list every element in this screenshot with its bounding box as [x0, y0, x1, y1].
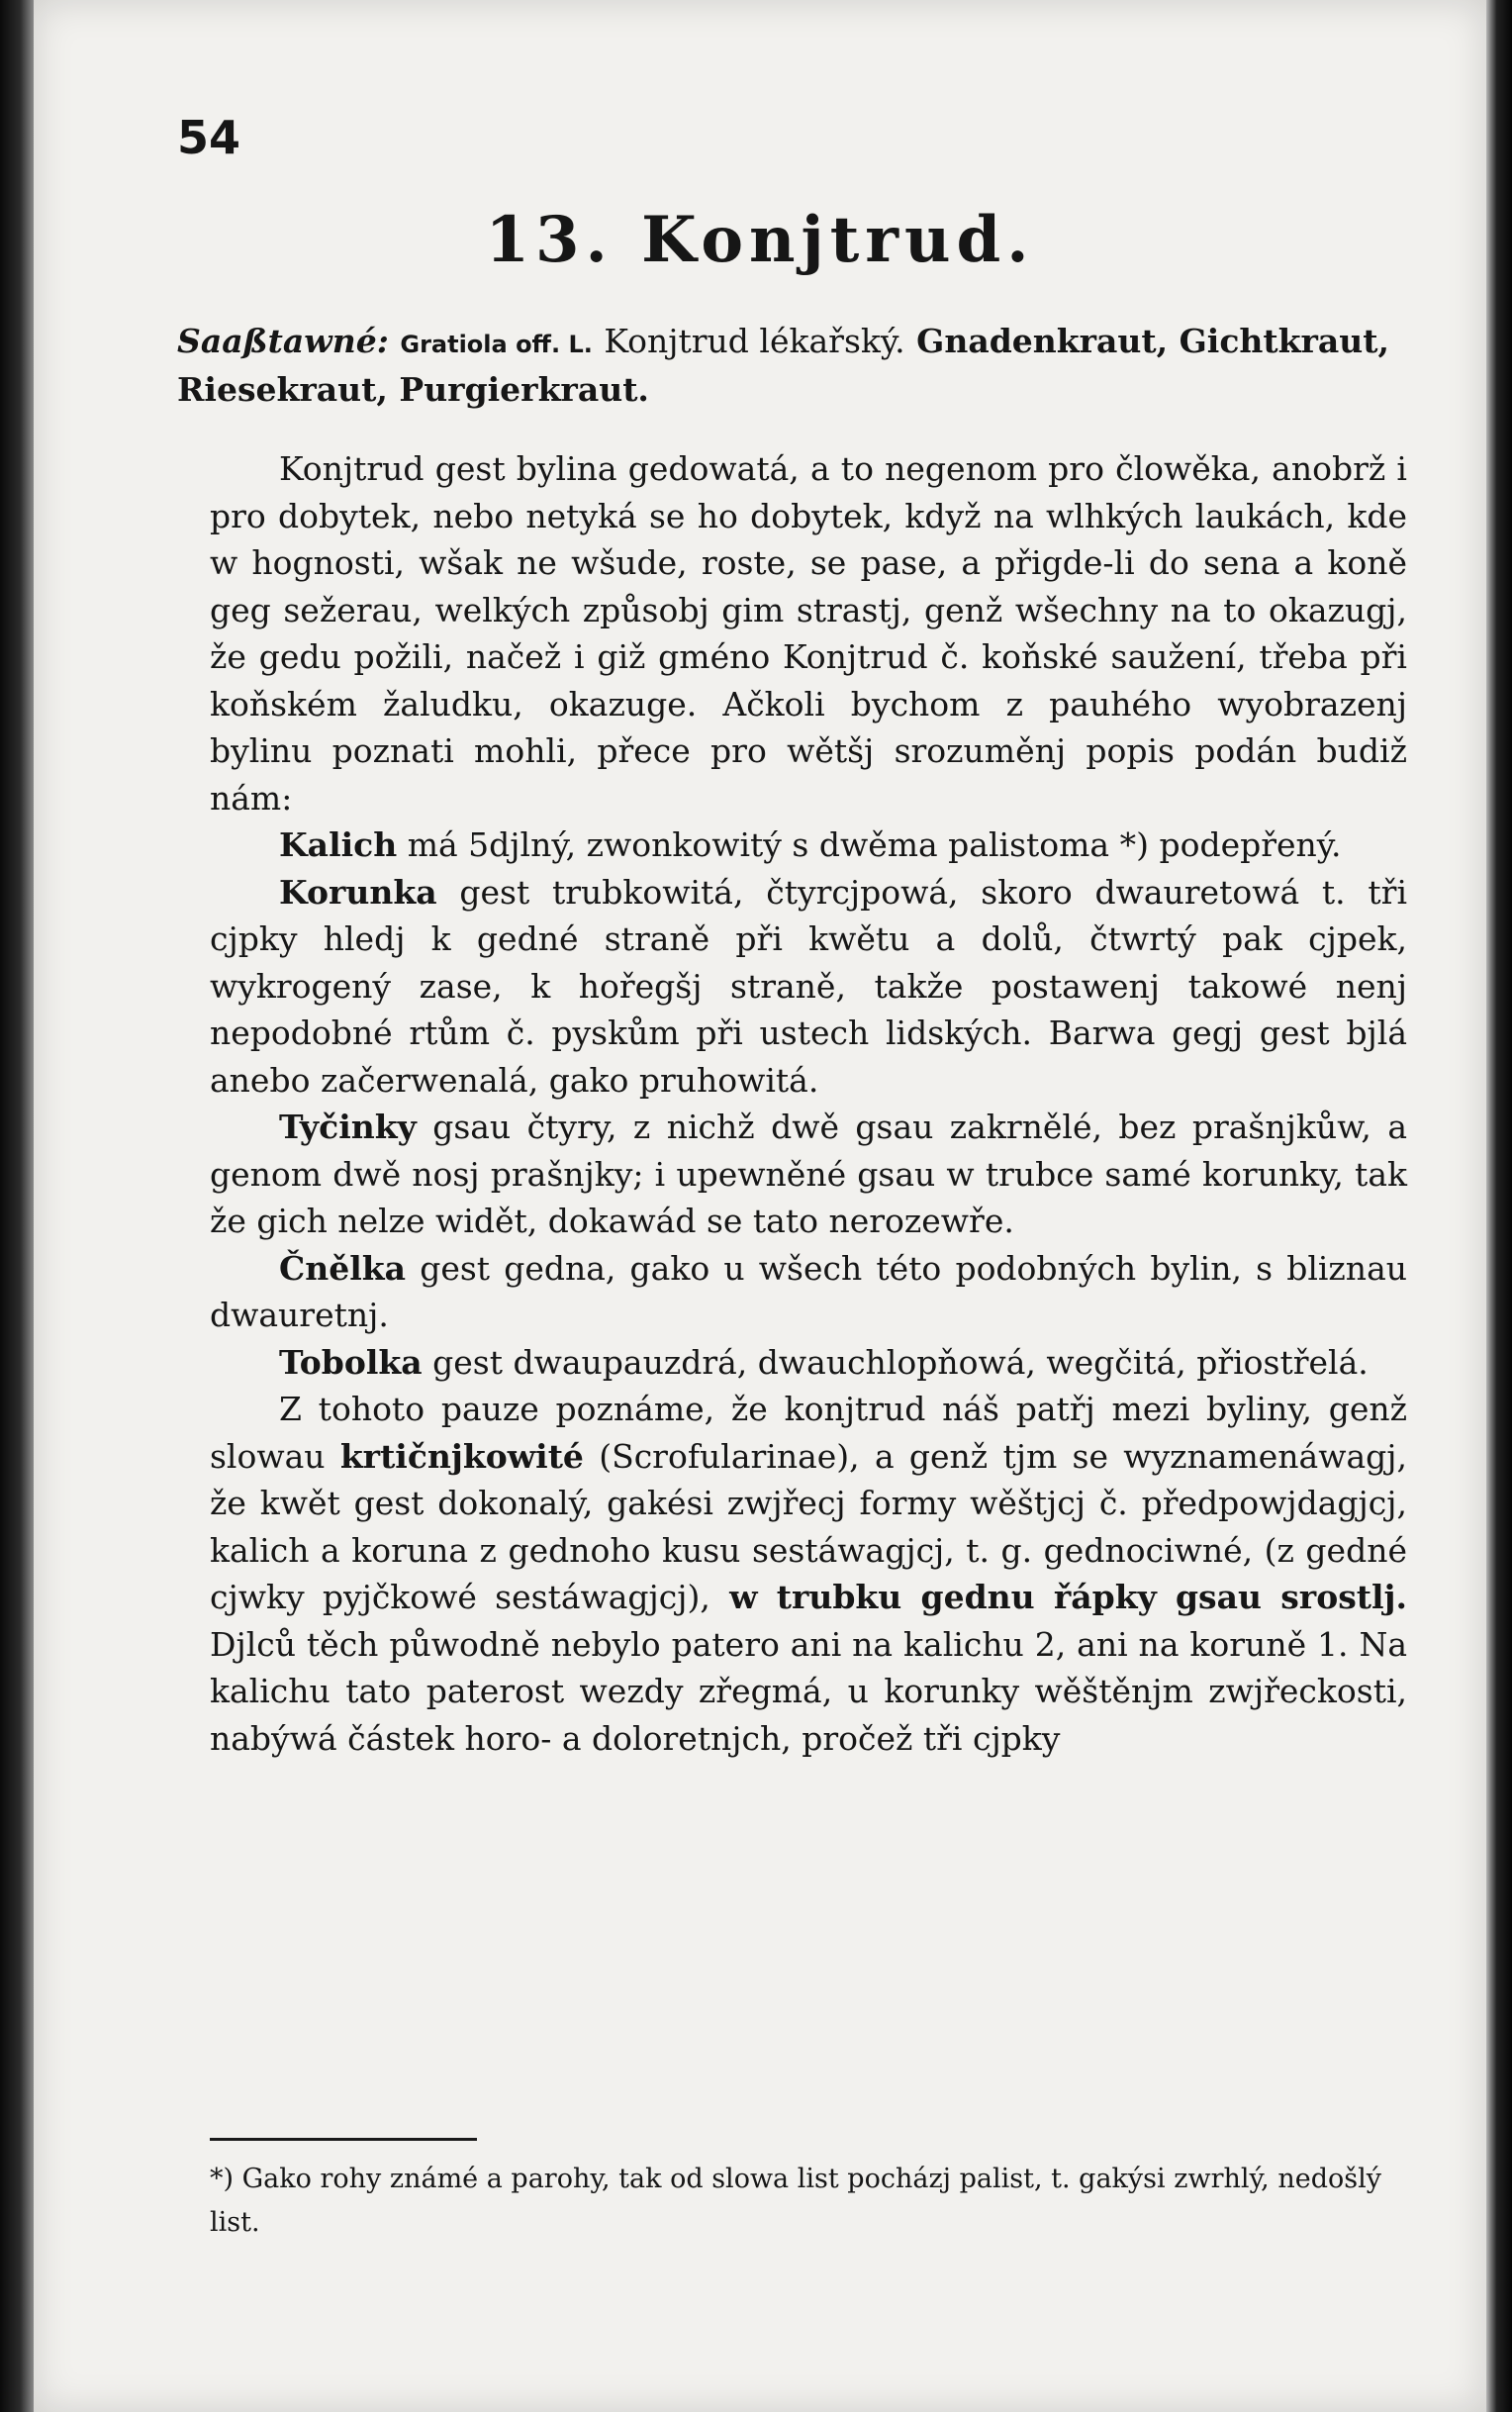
book-page [34, 0, 1486, 2412]
closing-part1: Z tohoto pauze poznáme, že konjtrud náš patřj mezi byliny, genž slowau [210, 1390, 1407, 1476]
description-cnelka [210, 1245, 1407, 1339]
closing-part2: (Scrofularinae), a genž tjm se wyznamenáwagj, že kwět gest dokonalý, gakési zwjřecj formy wěštjcj č. předpowjdagjcj, kalich a koruna z gednoho kusu sestáwagjcj, t. g. gednociwné, (z gedné cjwky pyjčkowé sestáwagjcj), [210, 1436, 1407, 1616]
text-tobolka: gest dwaupauzdrá, dwauchlopňowá, wegčitá, přiostřelá. [422, 1342, 1369, 1382]
chapter-number: 13. [485, 203, 614, 277]
latin-name: Gratiola off. L. [400, 331, 593, 358]
scan-left-edge [0, 0, 34, 2412]
term-kalich: Kalich [279, 825, 398, 864]
closing-term2: w trubku gednu řápky gsau srostlj. [709, 1578, 1407, 1616]
synonyms-label: Saaßtawné: [177, 322, 389, 360]
description-tycinky [210, 1104, 1407, 1245]
page-number: 54 [177, 111, 241, 164]
text-cnelka: gest gedna, gako u wšech této podobných bylin, s bliznau dwauretnj. [210, 1248, 1407, 1334]
closing-term1: krtičnjkowité [339, 1436, 584, 1476]
text-korunka: gest trubkowitá, čtyrcjpowá, skoro dwauretowá t. tři cjpky hledj k gedné straně při kwětu a dolů, čtwrtý pak cjpek, wykrogený zase, k hořegšj straně, takže postawenj takowé nenj nepodobné rtům č. pyskům při ustech lidských. Barwa gegj gest bjlá anebo začerwenalá, gako pruhowitá. [210, 872, 1407, 1100]
closing-paragraph [210, 1386, 1407, 1762]
czech-name: Konjtrud lékařský. [604, 322, 905, 360]
synonyms-block [177, 319, 1414, 413]
intro-paragraph: Konjtrud gest bylina gedowatá, a to negenom pro člowěka, anobrž i pro dobytek, nebo netyká se ho dobytek, když na wlhkých laukách, kde w hognosti, wšak ne wšude, roste, se pase, a přigde-li do sena a koně geg sežerau, welkých způsobj gim strastj, genž wšechny na to okazugj, že gedu požili, načež i giž gméno Konjtrud č. koňské saužení, třeba při koňském žaludku, okazuge. Ačkoli bychom z pauhého wyobrazenj bylinu poznati mohli, přece pro wětšj srozuměnj popis podán budiž nám: [210, 449, 1407, 818]
chapter-title [34, 203, 1486, 277]
term-tycinky: Tyčinky [279, 1108, 417, 1146]
term-tobolka: Tobolka [279, 1342, 423, 1382]
text-tycinky: gsau čtyry, z nichž dwě gsau zakrnělé, bez prašnjkůw, a genom dwě nosj prašnjky; i upewněné gsau w trubce samé korunky, tak že gich nelze widět, dokawád se tato nerozewře. [210, 1108, 1407, 1240]
closing-part3: Djlců těch půwodně nebylo patero ani na kalichu 2, ani na koruně 1. Na kalichu tato paterost wezdy zřegmá, u korunky wěštěnjm zwjřeckosti, nabýwá částek horo- a doloretnjch, pročež tři cjpky [210, 1624, 1407, 1758]
description-tobolka [210, 1339, 1407, 1387]
description-kalich [210, 821, 1407, 869]
scan-right-edge [1486, 0, 1512, 2412]
body-text [210, 445, 1407, 1762]
term-korunka: Korunka [279, 872, 437, 912]
footnote-rule [210, 2138, 477, 2141]
text-kalich: má 5djlný, zwonkowitý s dwěma palistoma *) podepřený. [397, 825, 1342, 864]
chapter-name: Konjtrud. [641, 203, 1035, 277]
footnote: *) Gako rohy známé a parohy, tak od slowa list pocházj palist, t. gakýsi zwrhlý, nedošlý list. [210, 2164, 1381, 2238]
term-cnelka: Čnělka [279, 1248, 407, 1288]
description-korunka [210, 869, 1407, 1105]
german-names: Gnadenkraut, Gichtkraut, Riesekraut, Purgierkraut. [177, 322, 1390, 409]
